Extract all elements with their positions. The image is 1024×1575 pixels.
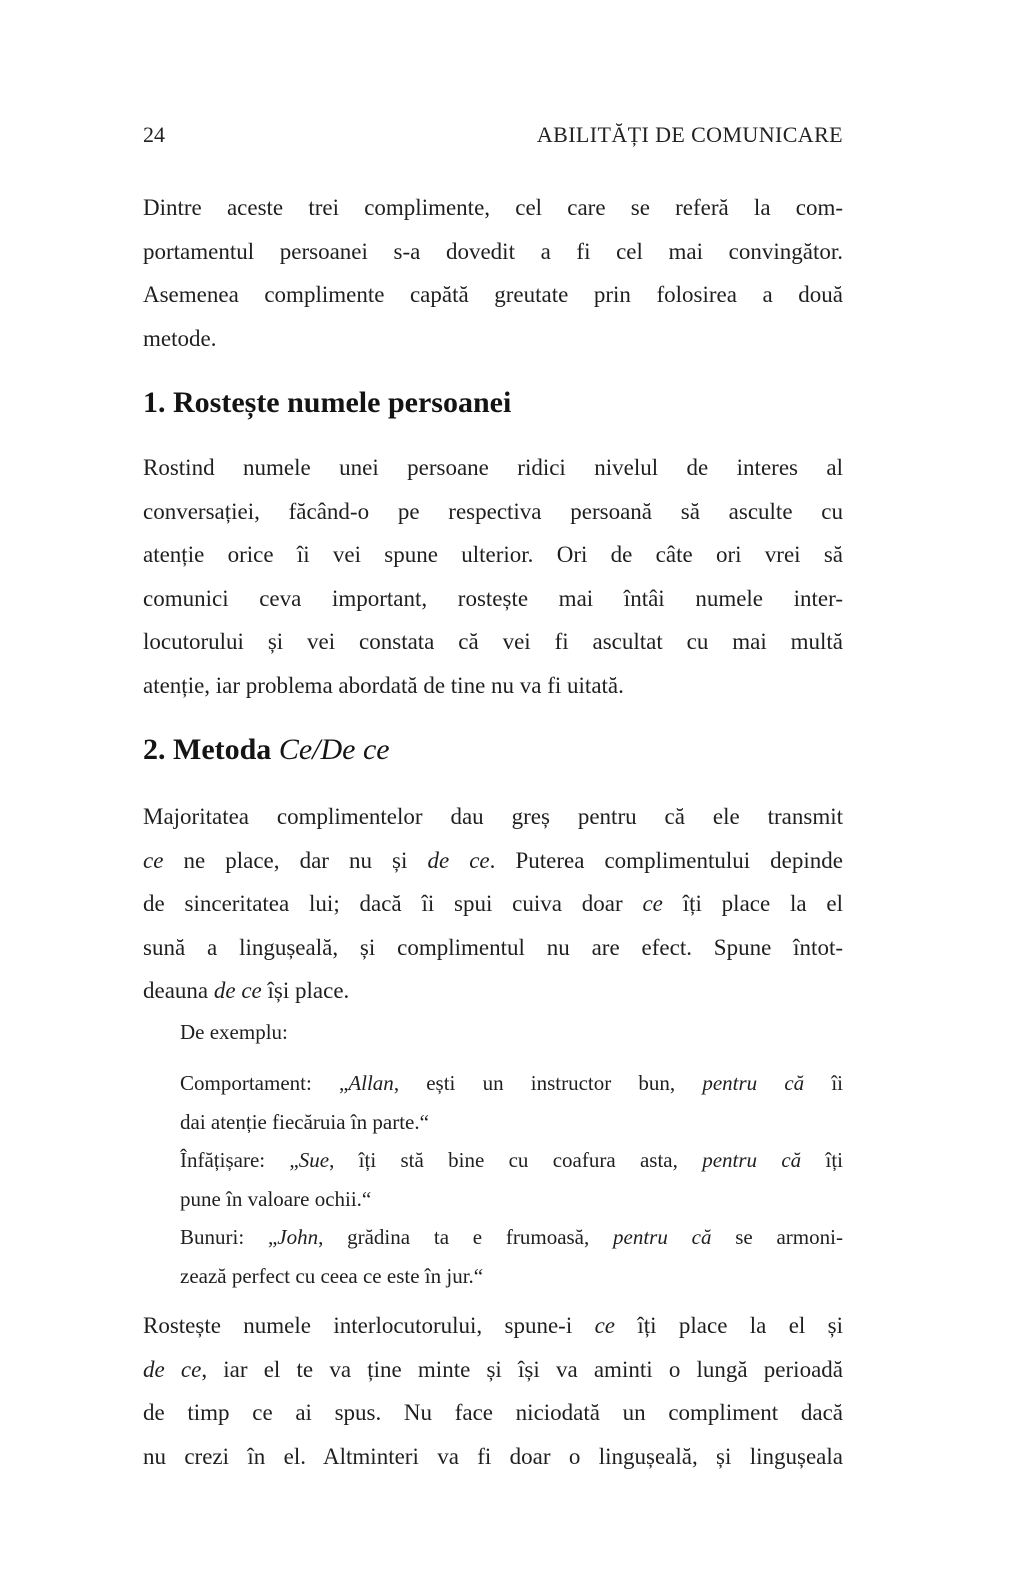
text-segment: Sue: [298, 1148, 330, 1172]
text-line: [143, 490, 843, 534]
example-intro: [180, 1013, 843, 1052]
text-segment: , îți stă bine cu coafura asta,: [329, 1148, 703, 1172]
text-segment: îți: [801, 1148, 843, 1172]
text-segment: Majoritatea complimentelor dau greș pentru că ele transmit: [143, 804, 843, 829]
text-line: [143, 969, 843, 1013]
text-line: [143, 620, 843, 664]
text-segment: îi: [804, 1071, 843, 1095]
text-line: [143, 1391, 843, 1435]
text-segment: , ești un instructor bun,: [393, 1071, 703, 1095]
text-segment: conversației, făcând-o pe respectiva persoană să asculte cu: [143, 498, 843, 524]
text-segment: zează perfect cu ceea ce este în jur.“: [180, 1263, 484, 1288]
text-segment: ce: [642, 891, 663, 916]
text-line: [143, 186, 843, 230]
text-segment: ne place, dar nu și: [163, 847, 428, 873]
paragraph-1: [143, 186, 843, 360]
text-segment: sună a lingușeală, și complimentul nu are efect. Spune întot-: [143, 934, 843, 960]
text-segment: atenție, iar problema abordată de tine nu va fi uitată.: [143, 672, 624, 698]
example-list: [180, 1064, 843, 1295]
text-segment: își place.: [261, 978, 350, 1003]
text-line: [180, 1180, 843, 1219]
text-segment: Comportament: „: [180, 1071, 349, 1095]
text-segment: pentru că: [702, 1071, 805, 1095]
text-line: [143, 577, 843, 621]
page-header: [143, 121, 843, 148]
text-segment: De exemplu:: [180, 1019, 288, 1044]
text-line: [143, 1304, 843, 1348]
text-segment: Rostește numele interlocutorului, spune-i: [143, 1313, 595, 1338]
text-segment: metode.: [143, 325, 217, 351]
text-segment: comunici ceva important, rostește mai întâi numele inter-: [143, 585, 843, 611]
text-segment: pentru că: [702, 1148, 802, 1172]
text-line: [143, 273, 843, 317]
text-segment: portamentul persoanei s-a dovedit a fi cel mai convingător.: [143, 238, 843, 264]
text-segment: Dintre aceste trei complimente, cel care se referă la com-: [143, 195, 843, 220]
text-segment: 1. Rostește numele persoanei: [143, 386, 512, 419]
text-segment: 2. Metoda: [143, 733, 279, 766]
text-line: [143, 926, 843, 970]
text-segment: îți place la el: [662, 891, 843, 916]
page-number: 24: [143, 122, 165, 147]
text-line: [143, 730, 843, 770]
text-segment: de ce: [143, 1356, 202, 1382]
page-body: [143, 186, 843, 1478]
text-segment: , iar el te va ține minte și își va aminti o lungă perioadă: [201, 1356, 843, 1382]
text-segment: John: [277, 1225, 319, 1249]
text-line: [143, 795, 843, 839]
text-segment: nu crezi în el. Altminteri va fi doar o lingușeală, și lingușeala: [143, 1443, 843, 1469]
text-line: [143, 317, 843, 361]
text-segment: ce: [143, 847, 164, 873]
paragraph-4: [143, 1304, 843, 1478]
text-segment: de ce: [427, 847, 490, 873]
text-segment: locutorului și vei constata că vei fi ascultat cu mai multă: [143, 629, 843, 654]
text-line: [143, 882, 843, 926]
text-segment: pune în valoare ochii.“: [180, 1186, 372, 1211]
text-segment: deauna: [143, 978, 214, 1003]
text-segment: Asemenea complimente capătă greutate prin folosirea a două: [143, 282, 843, 307]
text-line: [180, 1141, 843, 1180]
text-segment: dai atenție fiecăruia în parte.“: [180, 1109, 429, 1134]
text-line: [143, 230, 843, 274]
paragraph-2: [143, 446, 843, 707]
text-line: [143, 1435, 843, 1479]
text-line: [180, 1257, 843, 1296]
text-line: [143, 446, 843, 490]
text-line: [143, 839, 843, 883]
text-line: [143, 383, 843, 423]
text-segment: se armoni-: [711, 1225, 843, 1249]
text-segment: de ce: [213, 978, 262, 1003]
text-line: [143, 664, 843, 708]
text-segment: Ce/De ce: [278, 733, 390, 766]
text-line: [143, 533, 843, 577]
text-segment: pentru că: [613, 1225, 712, 1249]
running-title: ABILITĂȚI DE COMUNICARE: [536, 122, 843, 147]
heading-1: [143, 383, 843, 423]
text-segment: Rostind numele unei persoane ridici nivelul de interes al: [143, 455, 843, 480]
text-line: [180, 1013, 843, 1052]
heading-2: [143, 730, 843, 770]
page-content: [143, 0, 843, 1478]
text-segment: ce: [594, 1313, 616, 1338]
text-segment: Bunuri: „: [180, 1225, 278, 1249]
text-segment: Allan: [348, 1071, 394, 1095]
text-line: [180, 1103, 843, 1142]
text-segment: îți place la el și: [615, 1313, 844, 1338]
text-line: [180, 1218, 843, 1257]
text-line: [180, 1064, 843, 1103]
text-segment: , grădina ta e frumoasă,: [318, 1225, 614, 1249]
text-segment: de timp ce ai spus. Nu face niciodată un compliment dacă: [143, 1400, 843, 1425]
text-segment: . Puterea complimentului depinde: [489, 847, 843, 873]
text-segment: de sinceritatea lui; dacă îi spui cuiva doar: [143, 891, 643, 916]
text-segment: atenție orice îi vei spune ulterior. Ori de câte ori vrei să: [143, 542, 843, 567]
text-line: [143, 1348, 843, 1392]
paragraph-3: [143, 795, 843, 1013]
text-segment: Înfățișare: „: [180, 1148, 299, 1172]
